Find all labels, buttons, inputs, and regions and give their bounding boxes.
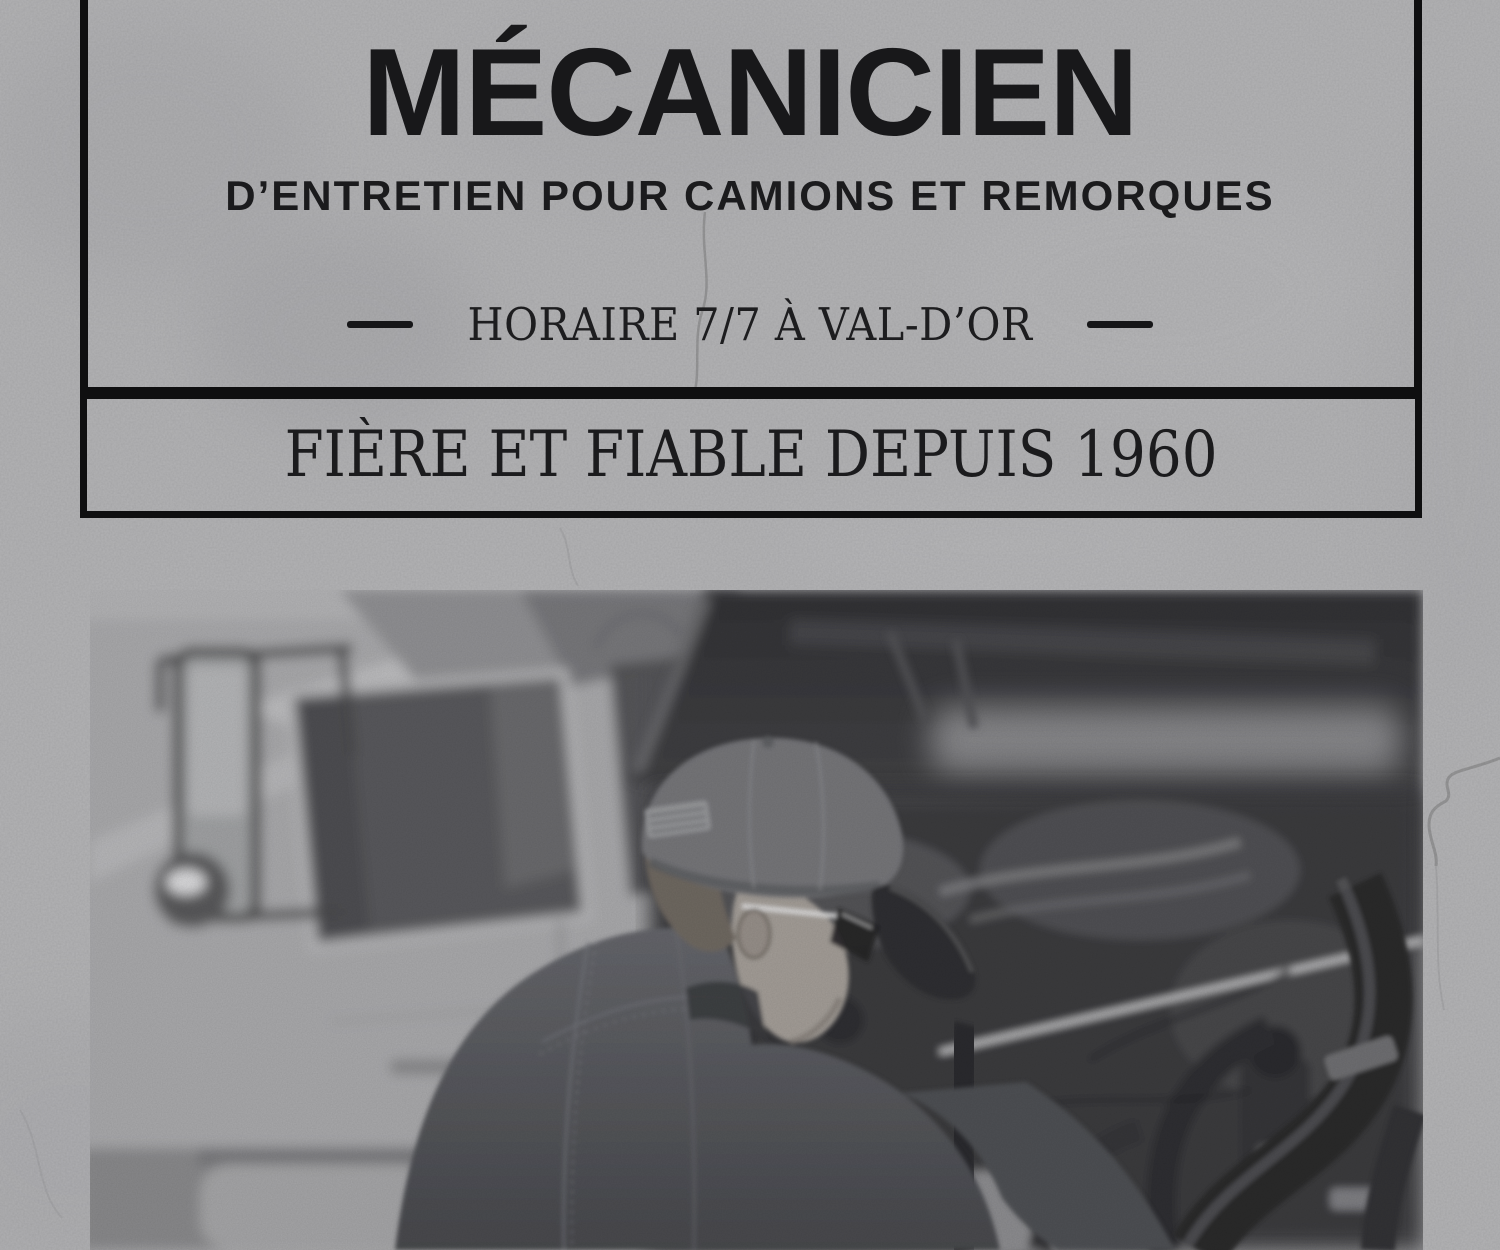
tagline-box bbox=[80, 392, 1422, 518]
poster-title: MÉCANICIEN bbox=[362, 24, 1138, 162]
dash-right-icon bbox=[1087, 321, 1153, 328]
schedule-text: HORAIRE 7/7 À VAL-D’OR bbox=[467, 297, 1033, 351]
mechanic-photo bbox=[90, 590, 1423, 1250]
tagline-text: FIÈRE ET FIABLE DEPUIS 1960 bbox=[284, 418, 1218, 492]
schedule-row bbox=[0, 298, 1500, 350]
photo-grain-overlay bbox=[90, 590, 1423, 1250]
dash-left-icon bbox=[347, 321, 413, 328]
poster-subtitle: D’ENTRETIEN POUR CAMIONS ET REMORQUES bbox=[225, 172, 1275, 219]
